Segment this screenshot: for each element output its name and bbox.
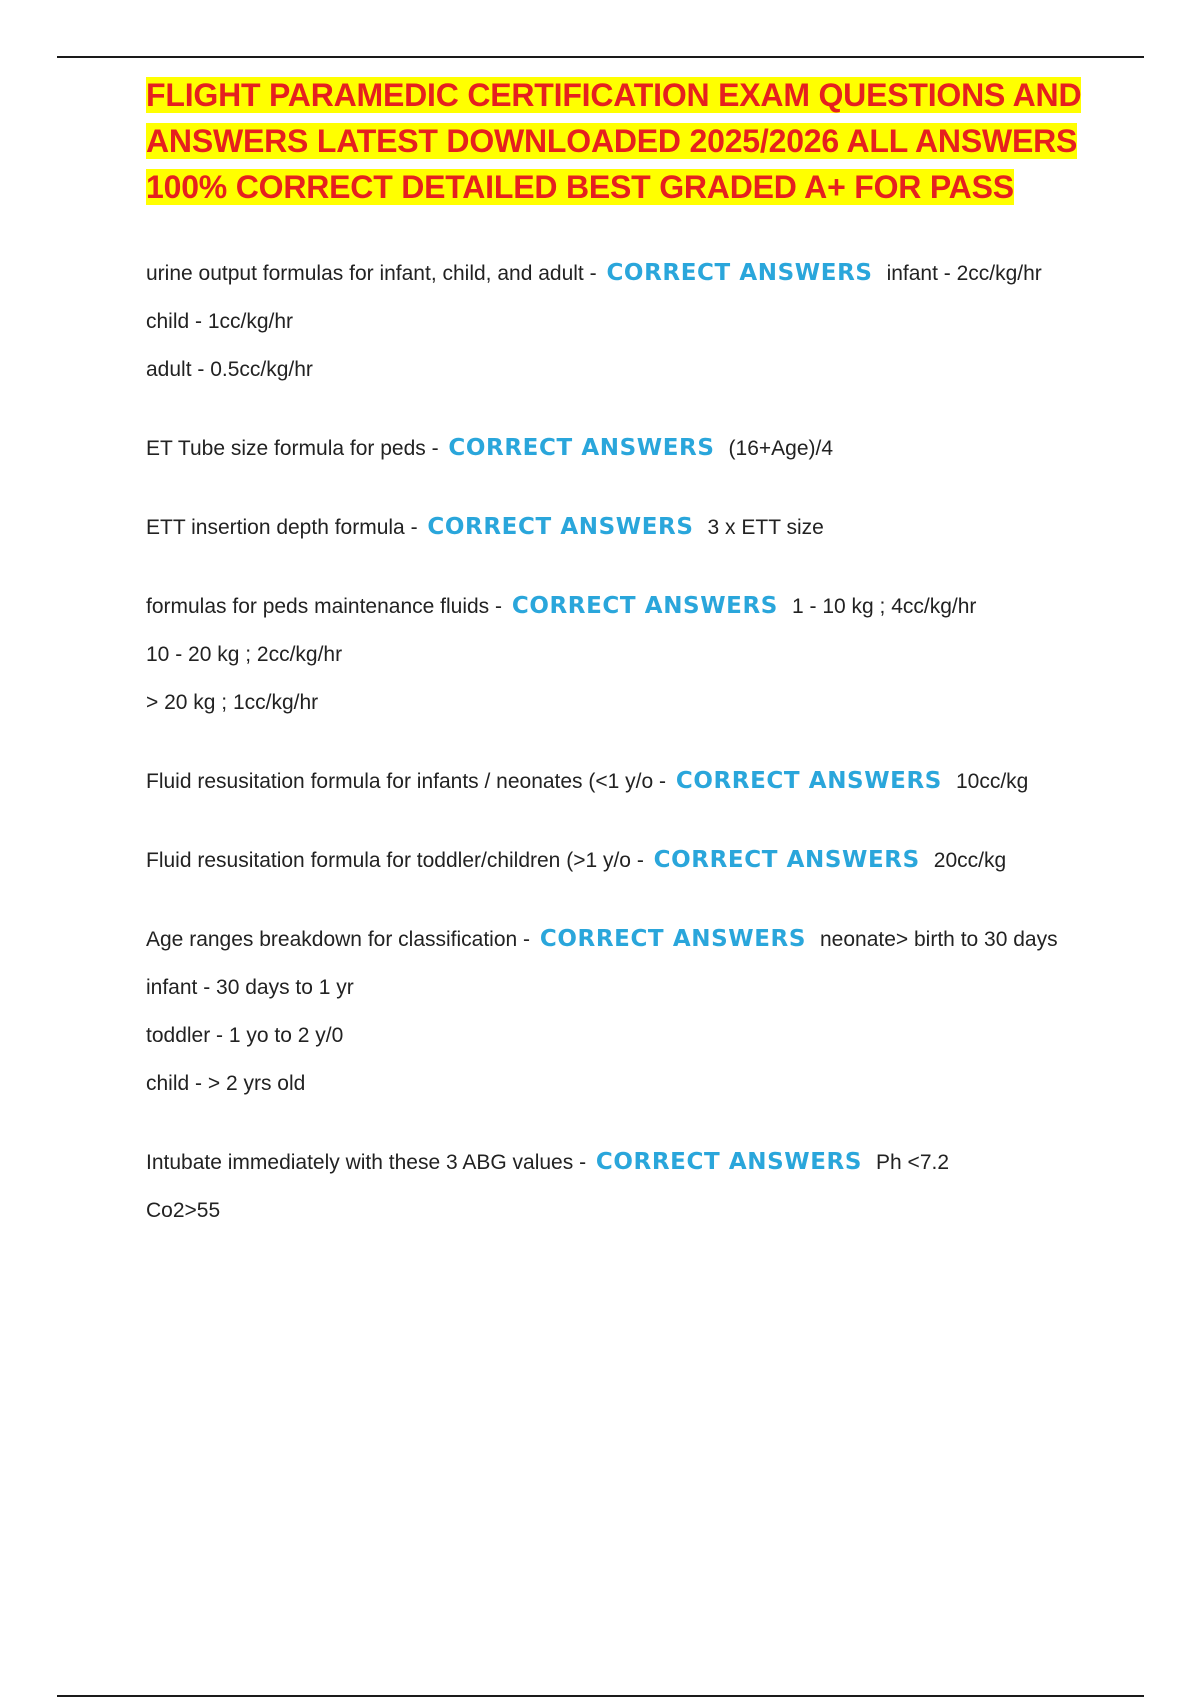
qa-item xyxy=(146,766,1086,797)
question-text: Fluid resusitation formula for toddler/children (>1 y/o - xyxy=(146,849,644,872)
answer-continuation-line: adult - 0.5cc/kg/hr xyxy=(146,358,313,381)
answer-continuation-line: child - > 2 yrs old xyxy=(146,1072,306,1095)
answer-continuation-line: toddler - 1 yo to 2 y/0 xyxy=(146,1024,344,1047)
qa-item xyxy=(146,591,1086,718)
answer-continuation-line: 10 - 20 kg ; 2cc/kg/hr xyxy=(146,643,343,666)
document-title xyxy=(146,72,1086,210)
question-text: Fluid resusitation formula for infants / neonates (<1 y/o - xyxy=(146,770,667,793)
qa-question-line xyxy=(146,512,1086,543)
answer-text: infant - 2cc/kg/hr xyxy=(886,262,1042,285)
answer-text: neonate> birth to 30 days xyxy=(820,928,1058,951)
correct-answers-tag: CORRECT ANSWERS xyxy=(427,514,694,540)
answer-continuation-line: child - 1cc/kg/hr xyxy=(146,310,294,333)
qa-question-line xyxy=(146,591,1086,622)
qa-item xyxy=(146,924,1086,1099)
correct-answers-tag: CORRECT ANSWERS xyxy=(653,847,920,873)
qa-item xyxy=(146,512,1086,543)
question-text: formulas for peds maintenance fluids - xyxy=(146,595,503,618)
qa-question-line xyxy=(146,766,1086,797)
answer-continuation-line: Co2>55 xyxy=(146,1199,221,1222)
answer-text: 3 x ETT size xyxy=(707,516,824,539)
answer-continuation-line: > 20 kg ; 1cc/kg/hr xyxy=(146,691,319,714)
answer-continuation-line: infant - 30 days to 1 yr xyxy=(146,976,354,999)
question-text: ET Tube size formula for peds - xyxy=(146,437,439,460)
bottom-rule xyxy=(57,1695,1144,1697)
question-text: Age ranges breakdown for classification - xyxy=(146,928,531,951)
answer-text: 20cc/kg xyxy=(933,849,1007,872)
question-text: urine output formulas for infant, child, and adult - xyxy=(146,262,597,285)
correct-answers-tag: CORRECT ANSWERS xyxy=(595,1149,863,1175)
qa-item xyxy=(146,433,1086,464)
answer-text: Ph <7.2 xyxy=(876,1151,950,1174)
qa-item xyxy=(146,1147,1086,1226)
qa-list xyxy=(146,258,1086,1226)
correct-answers-tag: CORRECT ANSWERS xyxy=(606,260,873,286)
answer-text: (16+Age)/4 xyxy=(728,437,834,460)
document-title-text: FLIGHT PARAMEDIC CERTIFICATION EXAM QUESTIONS AND ANSWERS LATEST DOWNLOADED 2025/2026 ALL ANSWERS 100% CORRECT DETAILED BEST GRADED A+ FOR PASS xyxy=(146,77,1082,205)
qa-question-line xyxy=(146,845,1086,876)
correct-answers-tag: CORRECT ANSWERS xyxy=(448,435,715,461)
qa-item xyxy=(146,258,1086,385)
question-text: Intubate immediately with these 3 ABG values - xyxy=(146,1151,587,1174)
correct-answers-tag: CORRECT ANSWERS xyxy=(511,593,778,619)
qa-question-line xyxy=(146,258,1086,289)
qa-question-line xyxy=(146,433,1086,464)
correct-answers-tag: CORRECT ANSWERS xyxy=(539,926,806,952)
qa-question-line xyxy=(146,1147,1086,1178)
correct-answers-tag: CORRECT ANSWERS xyxy=(675,768,942,794)
qa-question-line xyxy=(146,924,1086,955)
top-rule xyxy=(57,56,1144,58)
question-text: ETT insertion depth formula - xyxy=(146,516,418,539)
document-body xyxy=(146,72,1086,1274)
answer-text: 10cc/kg xyxy=(955,770,1029,793)
answer-text: 1 - 10 kg ; 4cc/kg/hr xyxy=(791,595,977,618)
qa-item xyxy=(146,845,1086,876)
